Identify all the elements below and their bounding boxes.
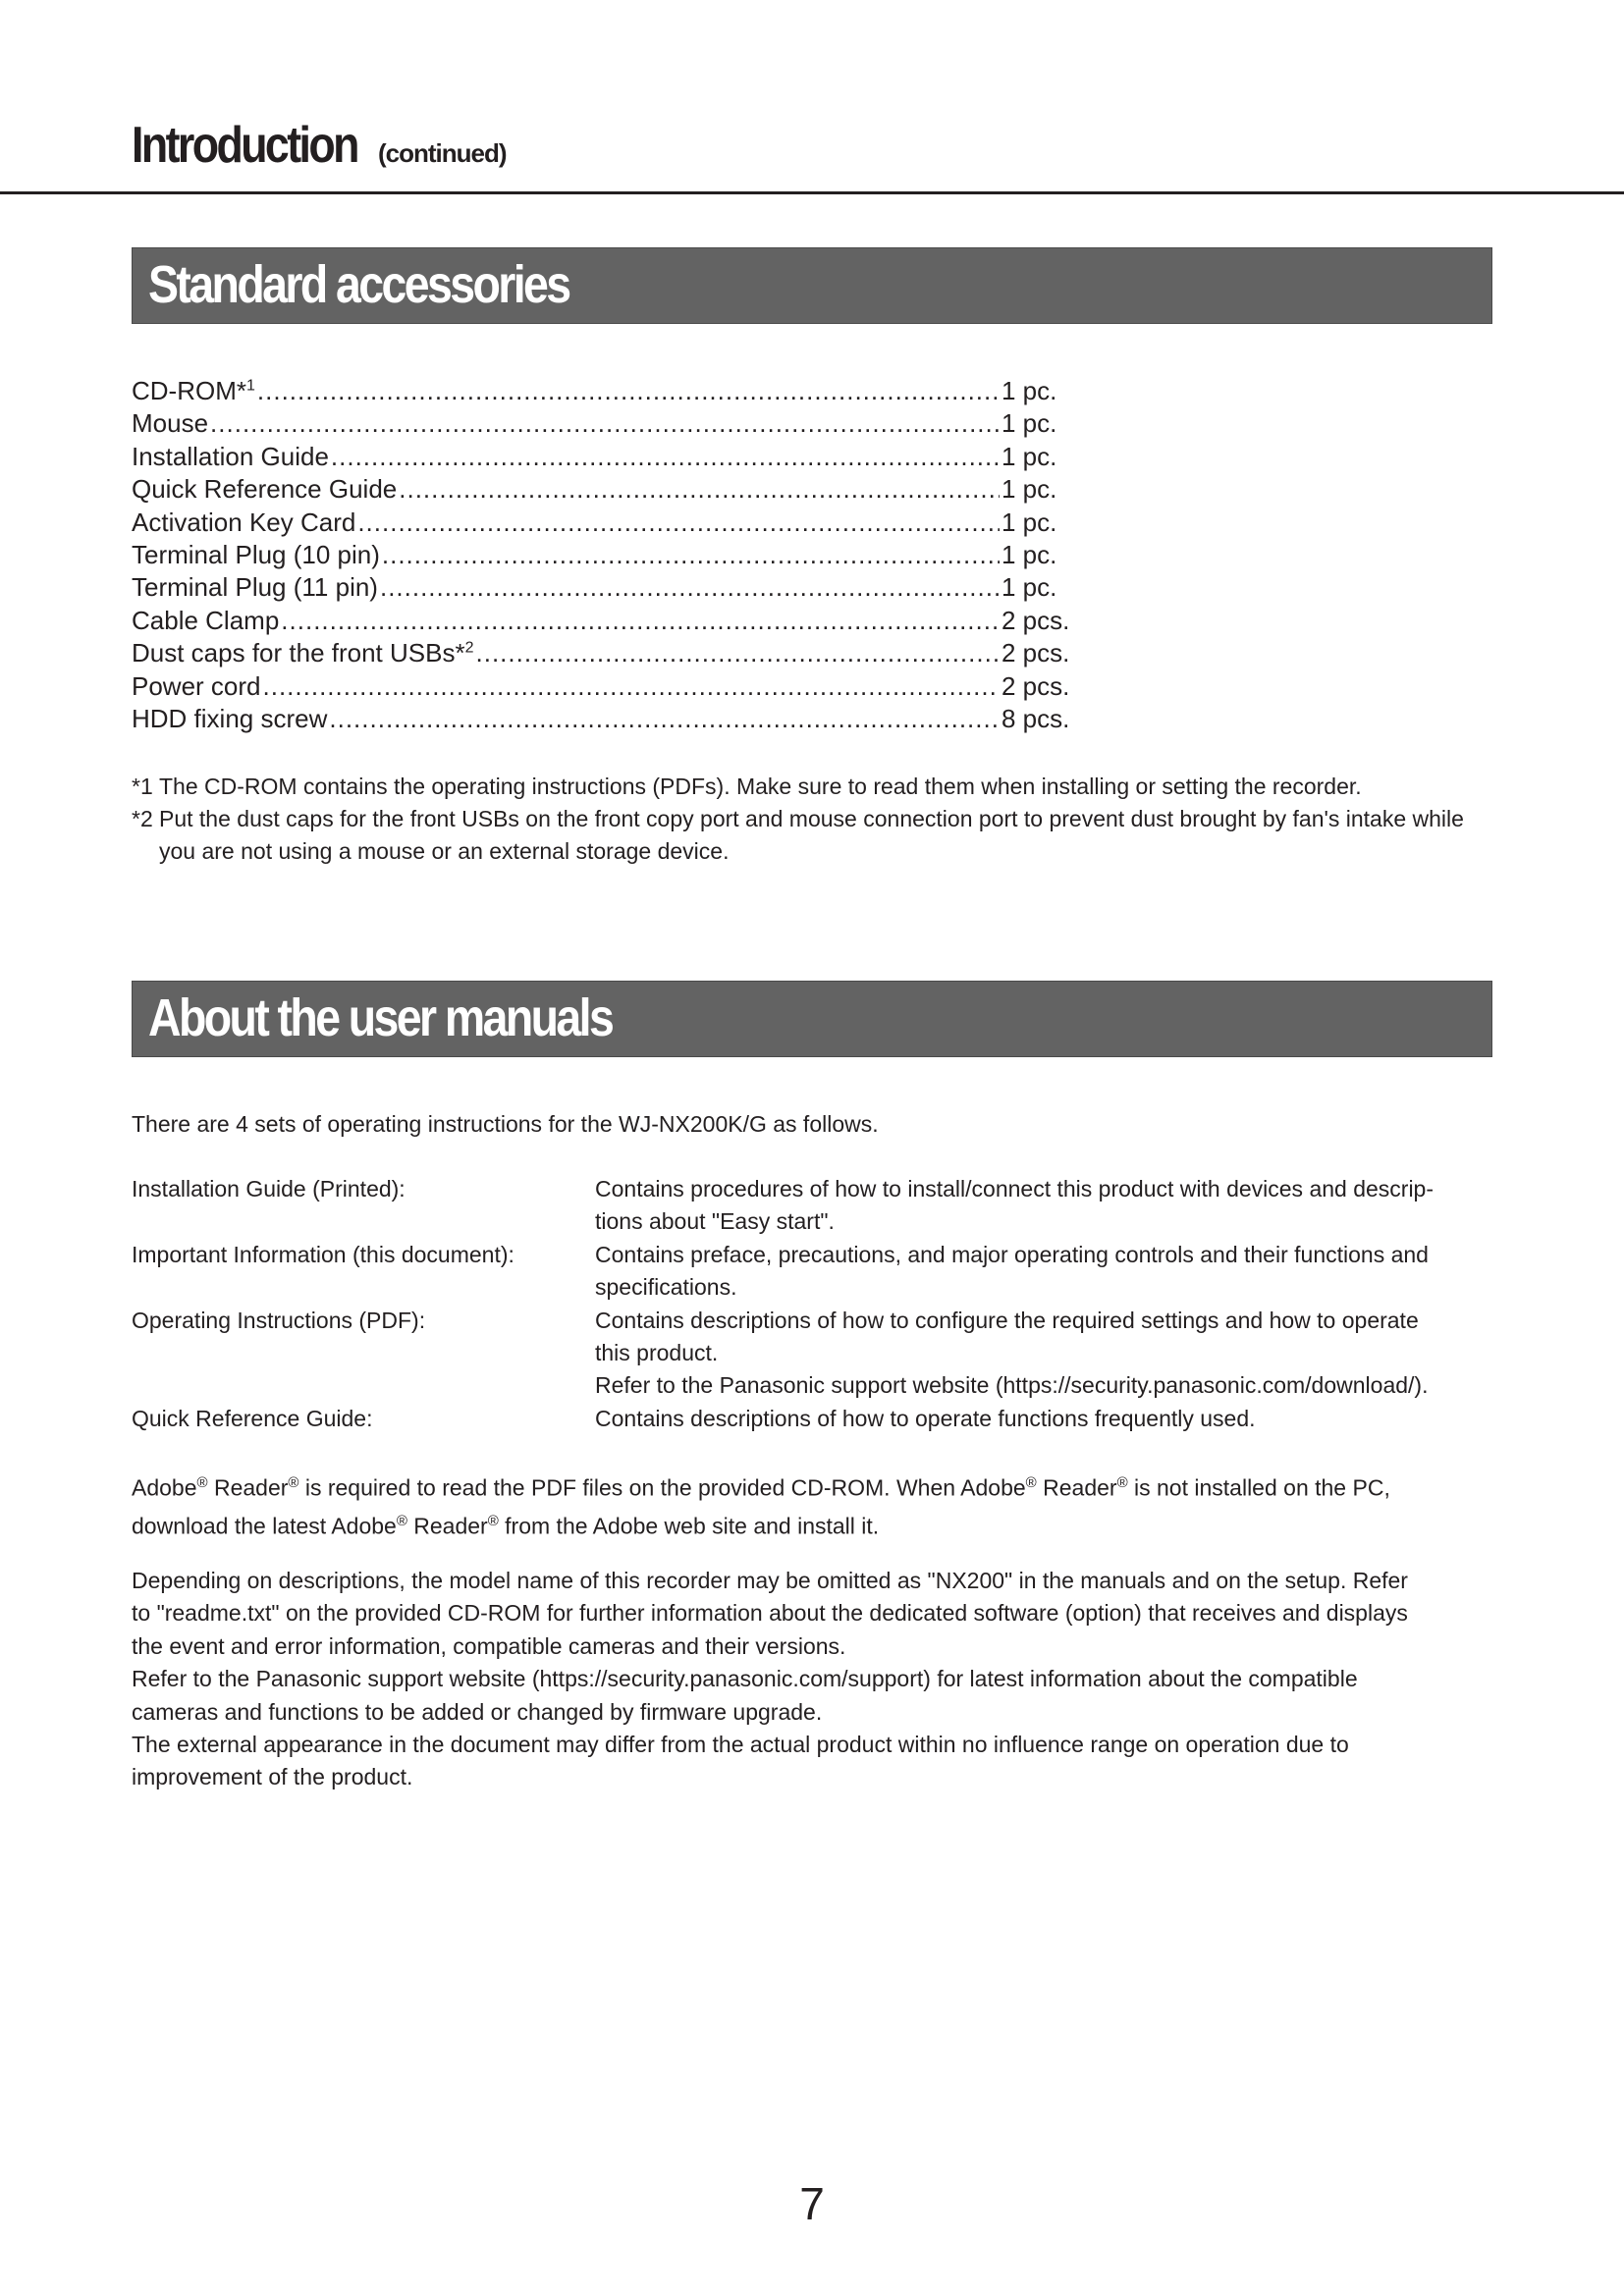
dot-leader xyxy=(382,539,1000,571)
accessory-qty: 1 pc. xyxy=(1001,539,1057,569)
list-item xyxy=(132,441,1074,473)
accessory-qty: 1 pc. xyxy=(1001,441,1057,471)
description-line: this product. xyxy=(595,1340,719,1366)
footnote-text: The CD-ROM contains the operating instructions (PDFs). Make sure to read them when installing or setting the recorder. xyxy=(159,774,1362,799)
accessories-list xyxy=(132,375,1074,735)
page-title-continued: (continued) xyxy=(378,138,507,168)
accessory-qty: 2 pcs. xyxy=(1001,670,1070,701)
section-title: Standard accessories xyxy=(148,255,569,314)
accessory-qty: 2 pcs. xyxy=(1001,638,1070,668)
header-divider xyxy=(0,191,1624,194)
manual-row xyxy=(132,1403,1496,1435)
manual-label: Quick Reference Guide: xyxy=(132,1405,373,1431)
list-item xyxy=(132,407,1074,440)
accessory-name: Terminal Plug (10 pin) xyxy=(132,539,380,569)
description-line: specifications. xyxy=(595,1274,737,1301)
accessory-name: Quick Reference Guide xyxy=(132,474,398,505)
accessory-qty: 1 pc. xyxy=(1001,408,1057,439)
list-item xyxy=(132,507,1074,539)
accessory-qty: 1 pc. xyxy=(1001,507,1057,537)
dot-leader xyxy=(210,407,1000,440)
paragraph-line: Refer to the Panasonic support website (https://security.panasonic.com/support) for latest information about the compatible xyxy=(132,1666,1358,1692)
manual-row xyxy=(132,1173,1496,1239)
accessory-name: Cable Clamp xyxy=(132,605,280,635)
footnote-ref: 2 xyxy=(464,639,474,657)
dot-leader xyxy=(281,605,1000,637)
dot-leader xyxy=(331,441,1000,473)
paragraph-line: to "readme.txt" on the provided CD-ROM for further information about the dedicated software (option) that receives and displays xyxy=(132,1600,1408,1627)
description-line: Contains descriptions of how to operate functions frequently used. xyxy=(595,1405,1256,1431)
description-line: Contains descriptions of how to configure the required settings and how to operate xyxy=(595,1307,1419,1333)
description-line: Contains procedures of how to install/connect this product with devices and descrip- xyxy=(595,1176,1435,1201)
manuals-table xyxy=(132,1173,1496,1435)
manual-description xyxy=(595,1403,1496,1435)
manuals-intro: There are 4 sets of operating instructions for the WJ-NX200K/G as follows. xyxy=(132,1111,879,1137)
list-item xyxy=(132,637,1074,669)
footnote-2 xyxy=(132,803,1494,868)
paragraph-line: improvement of the product. xyxy=(132,1764,413,1790)
dot-leader xyxy=(329,703,1000,735)
manual-label: Important Information (this document): xyxy=(132,1241,514,1267)
list-item xyxy=(132,473,1074,506)
dot-leader xyxy=(263,670,1001,703)
paragraph-line: The external appearance in the document may differ from the actual product within no influence range on operation due to xyxy=(132,1732,1349,1758)
description-line: Contains preface, precautions, and major operating controls and their functions and xyxy=(595,1241,1429,1267)
accessory-name: Mouse xyxy=(132,408,209,439)
manual-label: Operating Instructions (PDF): xyxy=(132,1307,426,1333)
footnotes xyxy=(132,771,1506,868)
list-item xyxy=(132,571,1074,604)
list-item xyxy=(132,539,1074,571)
paragraph-line: Depending on descriptions, the model name of this recorder may be omitted as "NX200" in the manuals and on the setup. Refer xyxy=(132,1568,1408,1593)
footnote-text: Put the dust caps for the front USBs on the front copy port and mouse connection port to prevent dust brought by fan's intake while you are not using a mouse or an external storage device. xyxy=(159,806,1464,864)
description-line: Refer to the Panasonic support website (https://security.panasonic.com/download/). xyxy=(595,1372,1429,1399)
paragraph-line: the event and error information, compatible cameras and their versions. xyxy=(132,1632,846,1659)
footnote-mark: *2 xyxy=(132,806,153,831)
list-item xyxy=(132,605,1074,637)
accessory-name: HDD fixing screw xyxy=(132,703,328,733)
page-number: 7 xyxy=(799,2178,825,2229)
list-item xyxy=(132,670,1074,703)
accessory-name: Installation Guide xyxy=(132,441,329,471)
accessory-qty: 1 pc. xyxy=(1001,572,1057,603)
manual-description xyxy=(595,1173,1496,1239)
section-standard-accessories xyxy=(132,247,1492,324)
section-user-manuals xyxy=(132,981,1492,1057)
accessory-qty: 1 pc. xyxy=(1001,474,1057,505)
accessory-name: Activation Key Card xyxy=(132,507,356,537)
manual-label: Installation Guide (Printed): xyxy=(132,1176,406,1201)
manual-row xyxy=(132,1305,1496,1403)
adobe-paragraph: Adobe® Reader® is required to read the PDF files on the provided CD-ROM. When Adobe® Reader® is not installed on the PC, download the latest Adobe® Reader® from the Adobe web site and install it. xyxy=(132,1474,1390,1539)
dot-leader xyxy=(257,375,1000,407)
manual-row xyxy=(132,1239,1496,1305)
page-title: Introduction xyxy=(132,117,357,174)
notes-paragraph xyxy=(132,1565,1496,1794)
footnote-ref: 1 xyxy=(246,377,255,395)
page-header xyxy=(132,116,507,175)
accessory-name: Dust caps for the front USBs* xyxy=(132,638,465,668)
dot-leader xyxy=(380,571,1000,604)
accessory-name: CD-ROM* xyxy=(132,376,246,405)
footnote-mark: *1 xyxy=(132,774,153,799)
section-title: About the user manuals xyxy=(148,988,613,1047)
dot-leader xyxy=(357,507,1000,539)
list-item xyxy=(132,703,1074,735)
footnote-1 xyxy=(132,771,1506,803)
manual-description xyxy=(595,1239,1496,1305)
accessory-name: Power cord xyxy=(132,670,261,701)
paragraph-line: cameras and functions to be added or changed by firmware upgrade. xyxy=(132,1698,823,1725)
dot-leader xyxy=(399,473,1000,506)
list-item xyxy=(132,375,1074,407)
accessory-qty: 1 pc. xyxy=(1001,376,1057,405)
manual-description xyxy=(595,1305,1496,1403)
accessory-qty: 2 pcs. xyxy=(1001,605,1070,635)
dot-leader xyxy=(476,637,1001,669)
accessory-name: Terminal Plug (11 pin) xyxy=(132,572,378,603)
accessory-qty: 8 pcs. xyxy=(1001,703,1070,733)
description-line: tions about "Easy start". xyxy=(595,1208,835,1235)
